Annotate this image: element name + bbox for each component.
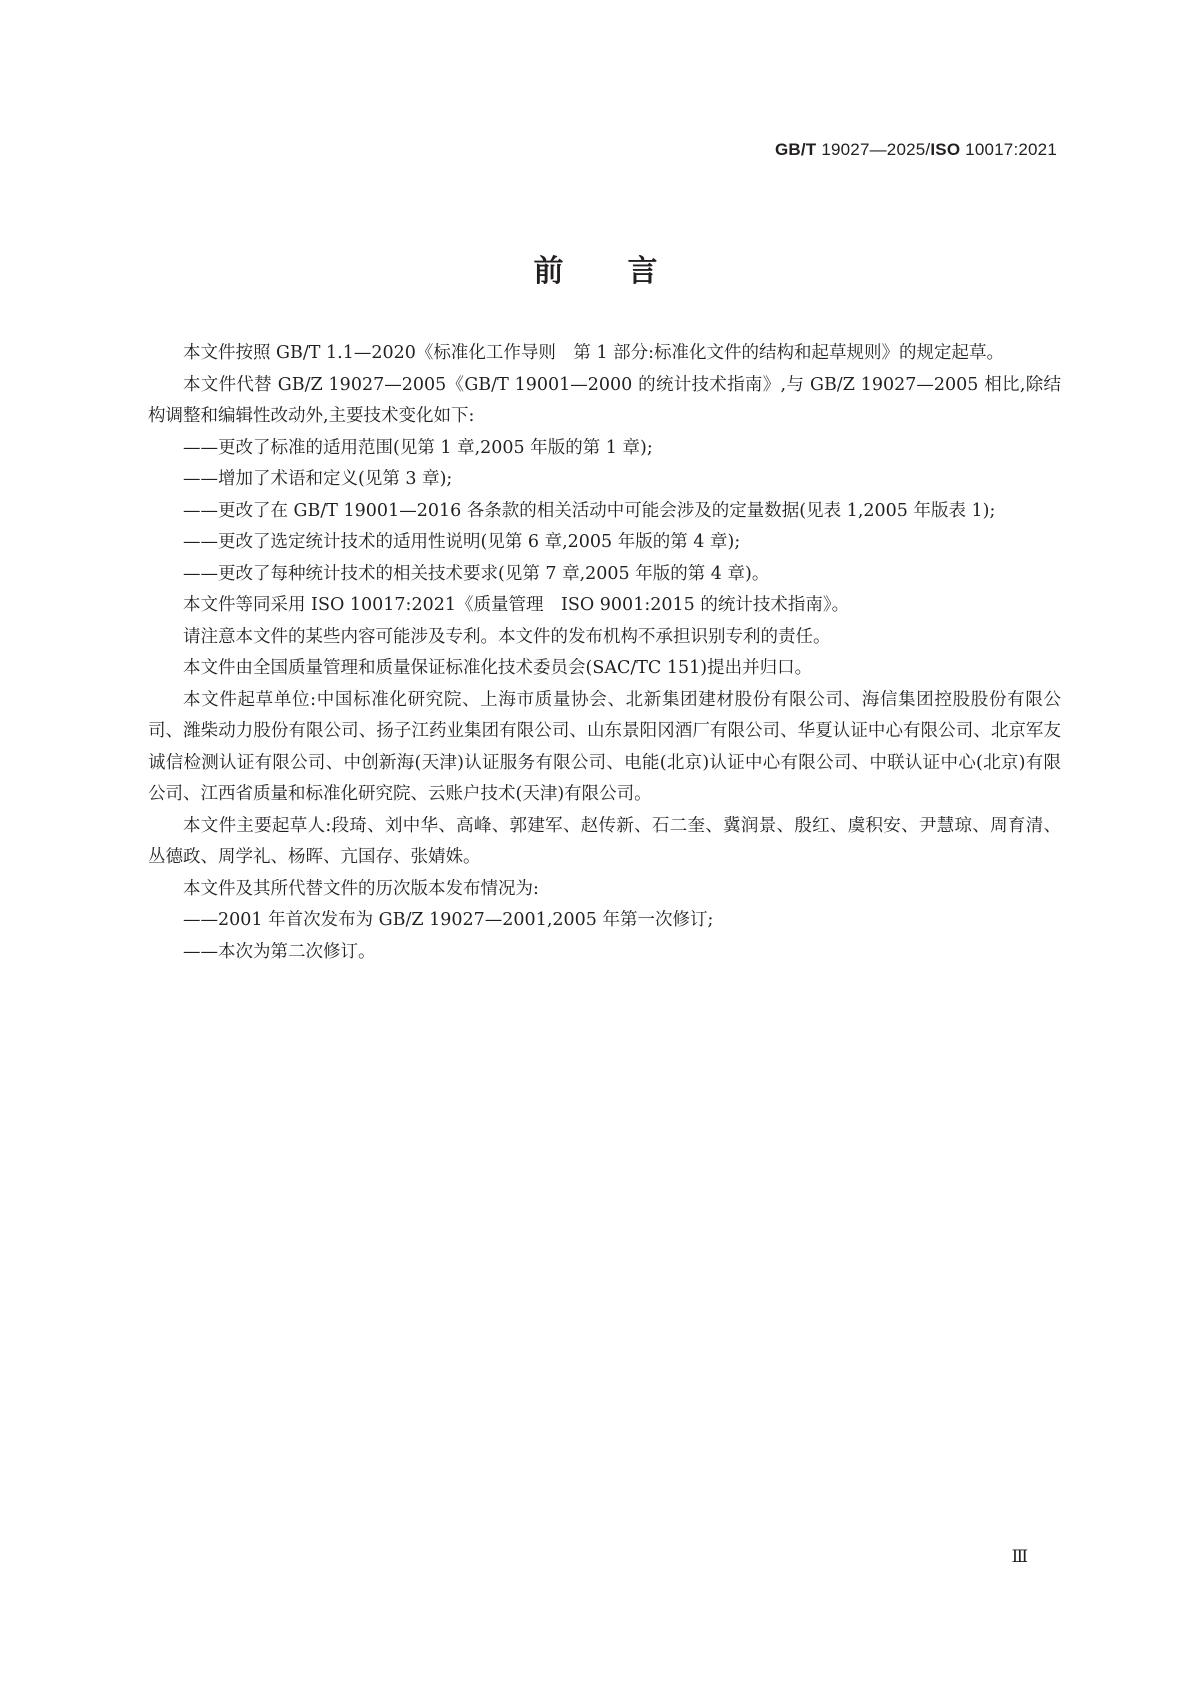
change-item: ——更改了标准的适用范围(见第 1 章,2005 年版的第 1 章);: [183, 437, 653, 458]
paragraph-adoption: 本文件等同采用 ISO 10017:2021《质量管理 ISO 9001:2015 的统计技术指南》。: [183, 595, 850, 615]
paragraph-replacement: 本文件代替 GB/Z 19027—2005《GB/T 19001—2000 的统计技术指南》,与 GB/Z 19027—2005 相比,除结构调整和编辑性改动外,主要技术变化如下:: [148, 374, 1061, 426]
paragraph-drafting-units: 本文件起草单位:中国标准化研究院、上海市质量协会、北新集团建材股份有限公司、海信集团控股股份有限公司、潍柴动力股份有限公司、扬子江药业集团有限公司、山东景阳冈酒厂有限公司、华夏认证中心有限公司、北京军友诚信检测认证有限公司、中创新海(天津)认证服务有限公司、电能(北京)认证中心有限公司、中联认证中心(北京)有限公司、江西省质量和标准化研究院、云账户技术(天津)有限公司。: [148, 689, 1061, 804]
change-item: ——更改了在 GB/T 19001—2016 各条款的相关活动中可能会涉及的定量数据(见表 1,2005 年版表 1);: [183, 500, 996, 521]
change-item: ——更改了选定统计技术的适用性说明(见第 6 章,2005 年版的第 4 章);: [183, 532, 741, 552]
page-number: Ⅲ: [1011, 1547, 1028, 1567]
std-code: GB/T: [774, 140, 817, 159]
page-title: 前言: [533, 254, 722, 289]
history-item: ——2001 年首次发布为 GB/Z 19027—2001,2005 年第一次修订;: [183, 910, 714, 930]
paragraph-drafters: 本文件主要起草人:段琦、刘中华、高峰、郭建军、赵传新、石二奎、冀润景、殷红、虞积安、尹慧琼、周育清、丛德政、周学礼、杨晖、亢国存、张婧姝。: [148, 815, 1061, 867]
history-item: ——本次为第二次修订。: [183, 941, 376, 962]
standard-number-header: [775, 140, 1057, 160]
iso-code: ISO: [930, 140, 961, 159]
foreword-body: [148, 338, 1061, 968]
paragraph-drafting-rules: 本文件按照 GB/T 1.1—2020《标准化工作导则 第 1 部分:标准化文件的结构和起草规则》的规定起草。: [183, 343, 1005, 363]
paragraph-history: 本文件及其所代替文件的历次版本发布情况为:: [183, 878, 539, 899]
change-item: ——增加了术语和定义(见第 3 章);: [183, 469, 453, 489]
std-number: 19027—2025/: [816, 140, 931, 159]
iso-number: 10017:2021: [960, 140, 1057, 159]
paragraph-patent-notice: 请注意本文件的某些内容可能涉及专利。本文件的发布机构不承担识别专利的责任。: [183, 626, 831, 647]
change-item: ——更改了每种统计技术的相关技术要求(见第 7 章,2005 年版的第 4 章)。: [183, 563, 770, 584]
paragraph-committee: 本文件由全国质量管理和质量保证标准化技术委员会(SAC/TC 151)提出并归口。: [183, 658, 813, 678]
